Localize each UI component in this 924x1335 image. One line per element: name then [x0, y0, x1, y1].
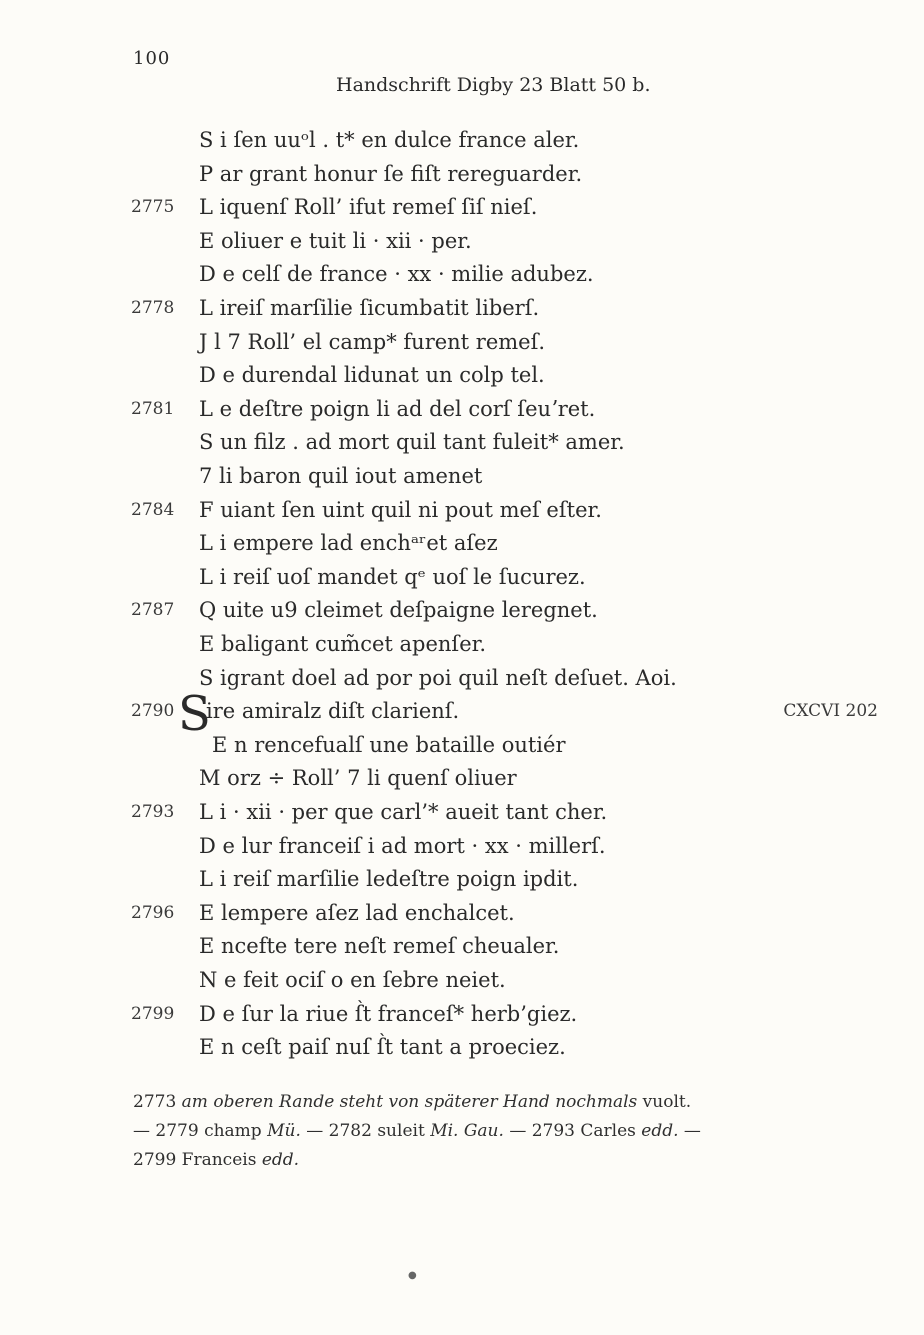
verse-text: E oliuer e tuit li · xii · per.	[199, 228, 472, 253]
verse-line	[0, 997, 924, 1031]
footnote-number: 2773	[133, 1092, 177, 1112]
verse-number: 2778	[131, 298, 175, 318]
verse-line	[0, 493, 924, 527]
verse-text: M orz ÷ Roll’ 7 li quenſ oliuer	[199, 766, 517, 791]
verse-text: D e lur franceiſ i ad mort · xx · millerſ.	[199, 833, 606, 858]
verse-line	[0, 560, 924, 594]
verse-text: L iquenſ Roll’ ifut remeſ ſiſ nieſ.	[199, 195, 538, 220]
verse-text: E ncefte tere neſt remeſ cheualer.	[199, 934, 560, 959]
laisse-number: CXCVI 202	[783, 701, 878, 722]
verse-text: L e deſtre poign li ad del corſ ſeuʼret.	[199, 396, 596, 421]
footnote-text: vuolt.	[637, 1092, 692, 1112]
verse-line	[0, 526, 924, 560]
verse-line	[0, 963, 924, 997]
verse-line	[0, 123, 924, 157]
footnote-text: — 2782 suleit	[300, 1121, 431, 1141]
verse-text: L i reiſ uoſ mandet qᵉ uoſ le ſucurez.	[199, 564, 586, 589]
verse-text: D e ſur la riue ſ̀t franceſ* herb’giez.	[199, 1001, 578, 1026]
footnote-dash: —	[133, 1121, 156, 1141]
footnote-1	[133, 1088, 885, 1117]
footnote-italic: edd.	[261, 1150, 300, 1170]
verse-number: 2784	[131, 499, 175, 520]
verse-text: L i reiſ marſilie ledeſtre poign ipdit.	[199, 867, 579, 892]
verse-line	[0, 392, 924, 426]
page-speck: ●	[408, 1270, 417, 1281]
verse-number: 2790	[131, 701, 175, 722]
verse-line	[0, 661, 924, 695]
verse-text: L i empere lad enchᵃʳet aſez	[199, 531, 498, 556]
initial-capital: S	[178, 686, 211, 743]
verse-number: 2781	[131, 398, 175, 419]
verse-number: 2793	[131, 802, 175, 822]
verse-line	[0, 425, 924, 459]
verse-text: D e durendal lidunat un colp tel.	[199, 363, 545, 388]
verse-text: ire amiralz diſt clarienſ.	[206, 699, 460, 724]
verse-line	[0, 829, 924, 863]
verse-line	[0, 929, 924, 963]
verse-line	[0, 291, 924, 325]
running-head: Handschrift Digby 23 Blatt 50 b.	[336, 74, 651, 96]
verse-text: F uiant ſen uint quil ni pout meſ eſter.	[199, 497, 602, 522]
verse-text: 7 li baron quil iout amenet	[199, 464, 483, 488]
verse-text: D e celſ de france · xx · milie adubez.	[199, 262, 594, 287]
verse-line	[0, 593, 924, 627]
verse-line	[0, 761, 924, 795]
verse-text: E n rencefualſ une bataille outiér	[212, 732, 566, 757]
footnote-text: — 2793 Carles	[503, 1121, 642, 1141]
verse-text: P ar grant honur ſe fiſt rereguarder.	[199, 161, 583, 186]
footnote-italic: edd.	[641, 1121, 679, 1141]
footnote-text: champ	[204, 1121, 262, 1141]
page-number: 100	[133, 48, 171, 69]
verse-line	[0, 694, 924, 728]
footnote-text: Franceis	[181, 1150, 257, 1170]
footnotes	[133, 1088, 885, 1175]
verse-line	[0, 190, 924, 224]
verse-line	[0, 325, 924, 359]
verse-line	[0, 1030, 924, 1064]
verse-line	[0, 795, 924, 829]
verse-number: 2775	[131, 197, 175, 218]
verse-line	[0, 224, 924, 258]
verse-text: N e feit ociſ o en ſebre neiet.	[199, 968, 506, 992]
verse-text: S un filz . ad mort quil tant fuleit* amer.	[199, 430, 625, 455]
verse-line	[0, 627, 924, 661]
verse-text: S i ſen uuᵒl . t* en dulce france aler.	[199, 128, 580, 152]
verse-text: S igrant doel ad por poi quil neſt deſuet. Aoi.	[199, 665, 677, 690]
verse-text: E lempere aſez lad enchalcet.	[199, 900, 515, 925]
verse-line	[0, 728, 924, 762]
verse-line	[0, 459, 924, 493]
verse-line	[0, 862, 924, 896]
verse-text: L ireiſ marſilie ſicumbatit liberſ.	[199, 296, 540, 320]
verse-number: 2796	[131, 902, 175, 923]
verse-number: 2799	[131, 1003, 175, 1024]
verse-line	[0, 358, 924, 392]
verse-text: Q uite u9 cleimet deſpaigne leregnet.	[199, 598, 598, 623]
footnote-2	[133, 1117, 885, 1146]
verse-text: L i · xii · per que carl’* aueit tant cher.	[199, 800, 608, 824]
verse-line	[0, 257, 924, 291]
footnote-italic: Mü.	[267, 1121, 301, 1141]
footnote-number: 2799	[133, 1150, 177, 1170]
footnote-text: —	[678, 1121, 701, 1141]
verse-line	[0, 896, 924, 930]
verse-text: E baligant cum̃cet apenſer.	[199, 632, 487, 656]
verse-text: J l 7 Roll’ el camp* furent remeſ.	[199, 329, 546, 354]
footnote-3	[133, 1146, 885, 1175]
footnote-italic: Mi. Gau.	[430, 1121, 504, 1141]
footnote-number: 2779	[155, 1121, 199, 1141]
footnote-italic: am oberen Rande steht von späterer Hand nochmals	[181, 1092, 638, 1112]
verse-number: 2787	[131, 600, 175, 621]
verse-line	[0, 157, 924, 191]
verse-text: E n ceſt paiſ nuſ ſ̀t tant a proeciez.	[199, 1035, 566, 1060]
